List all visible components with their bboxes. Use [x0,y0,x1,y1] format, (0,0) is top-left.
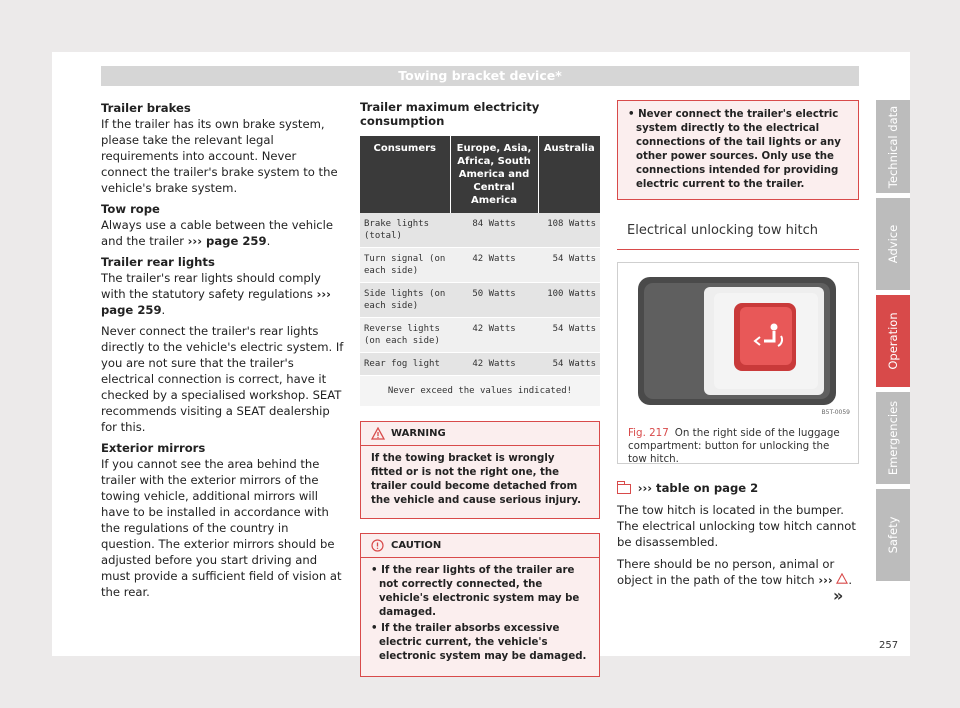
caution-label: CAUTION [391,540,442,551]
caution-header [361,534,599,558]
table-cell: Turn signal (on each side) [360,248,450,283]
warning-triangle-icon [371,427,385,441]
exterior-mirrors-heading: Exterior mirrors [101,441,206,455]
tow-hitch-location-text: The tow hitch is located in the bumper. The electrical unlocking tow hitch cannot be disassembled. [617,503,856,549]
caution-body [361,558,599,676]
section-text: ››› table on page 2 The tow hitch is located in the bumper. The electrical unlocking tow hitch cannot be disassembled. There should be no person, animal or object in the path of the tow hitch ››› . [617,480,859,588]
chapter-tabs [876,100,910,586]
table-cell: 54 Watts [538,353,600,376]
tow-rope-heading: Tow rope [101,202,160,216]
table-header: Consumers [360,136,450,213]
warning-triangle-icon [836,573,848,587]
tab-safety[interactable] [876,489,910,581]
table-cell: 50 Watts [450,283,538,318]
table-header: Europe, Asia, Africa, South America and Central America [450,136,538,213]
rear-lights-heading: Trailer rear lights [101,255,215,269]
caution-bullet-text: If the trailer absorbs excessive electric current, the vehicle's electronic system may be damaged. [379,623,587,662]
warning-header [361,422,599,446]
table-row [360,318,600,353]
info-circle-icon [371,539,385,553]
warning-text: If the towing bracket is wrongly fitted or is not the right one, the trailer could become detached from the vehicle and cause serious injury. [371,453,581,506]
table-icon [617,484,631,494]
figure-caption-text: On the right side of the luggage compartment: button for unlocking the tow hitch. [628,427,840,465]
warning-bullet-text: Never connect the trailer's electric system directly to the electrical connections of the tail lights or any other power sources. Only use the connections intended for providing electric current to the trailer. [636,109,841,190]
table-row [360,376,600,407]
caution-bullet-text: If the rear lights of the trailer are not correctly connected, the vehicle's electronic system may be damaged. [379,565,580,618]
table-cell: Brake lights (total) [360,213,450,248]
table-cell: 42 Watts [450,248,538,283]
tow-hitch-button-illustration [618,263,858,423]
page-link[interactable]: ››› page 259 [187,234,267,248]
table-row [360,213,600,248]
table-header: Australia [538,136,600,213]
caution-box [360,533,600,677]
tab-label: Safety [886,516,900,554]
rear-lights-text-2: Never connect the trailer's rear lights directly to the vehicle's electric system. If you are not sure that the trailer's electrical connection is correct, have it checked by a specialised workshop. SEAT recommends visiting a SEAT dealership for this. [101,324,344,434]
tab-emergencies[interactable] [876,392,910,484]
table-row [360,283,600,318]
left-column: Trailer brakes If the trailer has its own brake system, please take the relevant legal requirements into account. Never connect the trailer's brake system to the vehicle's brake system. Tow rope Always use a cable between the vehicle and the trailer ››› page 259. Trailer rear lights The trailer's rear lights should comply with the statutory safety regulations ››› page 259. Never connect the trailer's rear lights directly to the vehicle's electric system. If you are not sure that the trailer's electrical connection is correct, have it checked by a specialised workshop. SEAT recommends visiting a SEAT dealership for this. Exterior mirrors If you cannot see the area behind the trailer with the exterior mirrors of the towing vehicle, additional mirrors will have to be installed in accordance with the regulations of the country in question. The exterior mirrors should be adjusted before you start driving and must provide a sufficient field of vision at the rear. [101,101,344,599]
page-header: Towing bracket device* [101,66,859,86]
tow-hitch-safety-text: There should be no person, animal or object in the path of the tow hitch [617,557,835,587]
table-cell: Reverse lights (on each side) [360,318,450,353]
table-cell: 42 Watts [450,318,538,353]
table-cell: 108 Watts [538,213,600,248]
tab-label: Emergencies [886,400,900,476]
warning-link[interactable]: ››› [818,573,833,587]
warning-continuation-box [617,100,859,200]
tab-label: Technical data [886,105,900,188]
table-cell: Side lights (on each side) [360,283,450,318]
table-link[interactable]: ››› table on page 2 [637,481,759,495]
page-number: 257 [879,640,899,651]
figure-217 [617,262,859,464]
table-cell: 84 Watts [450,213,538,248]
table-note: Never exceed the values indicated! [360,376,600,407]
trailer-brakes-heading: Trailer brakes [101,101,191,115]
tab-operation[interactable] [876,295,910,387]
table-cell: 42 Watts [450,353,538,376]
trailer-brakes-text: If the trailer has its own brake system, please take the relevant legal requirements into account. Never connect the trailer's brake system to the vehicle's brake system. [101,117,338,195]
middle-column [360,100,600,677]
figure-code: B5T-0059 [821,409,850,416]
tab-advice[interactable] [876,198,910,290]
figure-caption [618,423,858,470]
tab-label: Advice [886,224,900,264]
rear-lights-text: The trailer's rear lights should comply with the statutory safety regulations [101,271,321,301]
page-link[interactable]: ››› page 259 [101,287,331,317]
table-row [360,248,600,283]
tab-technical-data[interactable] [876,100,910,193]
exterior-mirrors-text: If you cannot see the area behind the trailer with the exterior mirrors of the towing vehicle, additional mirrors will have to be installed in accordance with the regulations of the country in question. The exterior mirrors should be adjusted before you start driving and must provide a sufficient field of vision at the rear. [101,457,342,599]
warning-bullet: • Never connect the trailer's electric system directly to the electrical connections of the tail lights or any other power sources. Only use the connections intended for providing electric current to the trailer. [628,109,841,190]
tab-label: Operation [886,312,900,370]
table-cell: 100 Watts [538,283,600,318]
right-column [617,100,859,594]
warning-label: WARNING [391,428,446,439]
tow-rope-text: Always use a cable between the vehicle and the trailer [101,218,334,248]
table-title: Trailer maximum electricity consumption [360,100,540,128]
table-row [360,353,600,376]
warning-box [360,421,600,519]
continue-arrow: » [833,586,844,605]
section-title: Electrical unlocking tow hitch [617,214,859,250]
table-cell: Rear fog light [360,353,450,376]
figure-label: Fig. 217 [628,427,669,439]
caution-bullet: • If the rear lights of the trailer are not correctly connected, the vehicle's electronic system may be damaged. [371,565,580,618]
table-cell: 54 Watts [538,318,600,353]
electricity-table [360,136,600,407]
caution-bullet: • If the trailer absorbs excessive electric current, the vehicle's electronic system may be damaged. [371,623,587,662]
table-cell: 54 Watts [538,248,600,283]
